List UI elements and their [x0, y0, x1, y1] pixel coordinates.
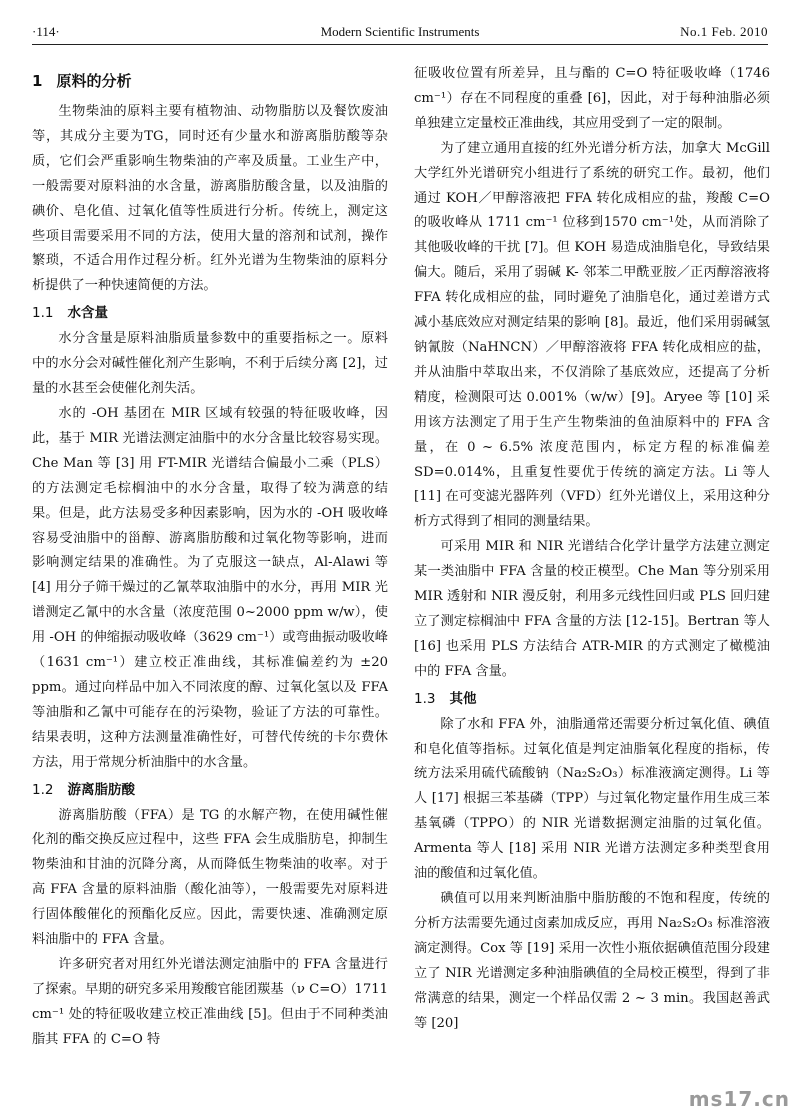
paragraph: 生物柴油的原料主要有植物油、动物脂肪以及餐饮废油等，其成分主要为TG，同时还有少量水和游离脂肪酸等杂质，它们会严重影响生物柴油的产率及质量。工业生产中，一般需要对原料油的水含量，游离脂肪酸含量，以及油脂的碘价、皂化值、过氧化值等性质进行分析。传统上，测定这些项目需要采用不同的方法，使用大量的溶剂和试剂，操作繁琐，不适合用作过程分析。红外光谱为生物柴油的原料分析提供了一种快速简便的方法。	[32, 104, 388, 294]
left-column	[32, 62, 388, 1053]
page-number: ·114·	[32, 24, 60, 39]
paragraph: 许多研究者对用红外光谱法测定油脂中的 FFA 含量进行了探索。早期的研究多采用羧酸官能团羰基（ν C=O）1711 cm⁻¹ 处的特征吸收建立校正准曲线 [5]。但由于不同种类油脂其 FFA 的 C=O 特	[32, 957, 388, 1047]
subsection-title: 其他	[449, 690, 477, 707]
subsection-heading	[32, 299, 388, 327]
section-heading	[32, 62, 388, 100]
paragraph: 可采用 MIR 和 NIR 光谱结合化学计量学方法建立测定某一类油脂中 FFA 含量的校正模型。Che Man 等分别采用 MIR 透射和 NIR 漫反射，利用多元线性回归或 PLS 回归建立了测定棕榈油中 FFA 含量的方法 [12-15]。Bertran 等人 [16] 也采用 PLS 方法结合 ATR-MIR 的方式测定了橄榄油中的 FFA 含量。	[414, 539, 770, 679]
subsection-heading	[414, 685, 770, 713]
paragraph: 为了建立通用直接的红外光谱分析方法，加拿大 McGill 大学红外光谱研究小组进行了系统的研究工作。最初，他们通过 KOH／甲醇溶液把 FFA 转化成相应的盐，羧酸 C=O 的吸收峰从 1711 cm⁻¹ 位移到1570 cm⁻¹处，从而消除了其他吸收峰的干扰 [7]。但 KOH 易造成油脂皂化，导致结果偏大。随后，采用了弱碱 K- 邻苯二甲酰亚胺／正丙醇溶液将 FFA 转化成相应的盐，同时避免了油脂皂化，通过差谱方式减小基底效应对测定结果的影响 [8]。最近，他们采用弱碱氢钠氰胺（NaHNCN）／甲醇溶液将 FFA 转化成相应的盐，并从油脂中萃取出来，不仅消除了基底效应，还提高了分析精度，检测限可达 0.001%（w/w）[9]。Aryee 等 [10] 采用该方法测定了用于生产生物柴油的鱼油原料中的 FFA 含量，在 0 ~ 6.5% 浓度范围内，标定方程的标准偏差 SD=0.014%，且重复性要优于传统的滴定方法。Li 等人 [11] 在可变滤光器阵列（VFD）红外光谱仪上，采用这种分析方式得到了相同的测量结果。	[414, 140, 770, 530]
paragraph: 除了水和 FFA 外，油脂通常还需要分析过氧化值、碘值和皂化值等指标。过氧化值是判定油脂氧化程度的指标，传统方法采用硫代硫酸钠（Na₂S₂O₃）标准液滴定测得。Li 等人 [17] 根据三苯基磷（TPP）与过氧化物定量作用生成三苯基氧磷（TPPO）的 NIR 光谱数据测定油脂的过氧化值。Armenta 等人 [18] 采用 NIR 光谱方法测定多种类型食用油的酸值和过氧化值。	[414, 716, 770, 882]
watermark: ms17.cn	[688, 1087, 790, 1111]
paragraph: 游离脂肪酸（FFA）是 TG 的水解产物，在使用碱性催化剂的酯交换反应过程中，这些 FFA 会生成脂肪皂，抑制生物柴油和甘油的沉降分离，从而降低生物柴油的收率。对于高 FFA 含量的原料油脂（酸化油等），一般需要先对原料进行固体酸催化的预酯化反应。因此，需要快速、准确测定原料油脂中的 FFA 含量。	[32, 807, 388, 948]
subsection-title: 水含量	[67, 305, 108, 322]
paragraph: 水分含量是原料油脂质量参数中的重要指标之一。原料中的水分会对碱性催化剂产生影响，不利于后续分离 [2]，过量的水甚至会使催化剂失活。	[32, 331, 388, 397]
subsection-number: 1.2	[32, 781, 54, 798]
journal-title: Modern Scientific Instruments	[320, 24, 480, 39]
issue-info: No.1 Feb. 2010	[680, 24, 768, 39]
paragraph: 征吸收位置有所差异，且与酯的 C=O 特征吸收峰（1746 cm⁻¹）存在不同程度的重叠 [6]，因此，对于每种油脂必须单独建立定量校正准曲线，其应用受到了一定的限制。	[414, 66, 770, 131]
section-title: 原料的分析	[56, 72, 132, 90]
subsection-title: 游离脂肪酸	[67, 781, 135, 798]
paragraph: 碘值可以用来判断油脂中脂肪酸的不饱和程度，传统的分析方法需要先通过卤素加成反应，再用 Na₂S₂O₃ 标准溶液滴定测得。Cox 等 [19] 采用一次性小瓶依据碘值范围分段建立了 NIR 光谱测定多种油脂碘值的全局校正模型，得到了非常满意的结果，测定一个样品仅需 2 ~ 3 min。我国赵善武等 [20]	[414, 891, 770, 1031]
subsection-number: 1.1	[32, 305, 54, 322]
paragraph: 水的 -OH 基团在 MIR 区域有较强的特征吸收峰，因此，基于 MIR 光谱法测定油脂中的水分含量比较容易实现。Che Man 等 [3] 用 FT-MIR 光谱结合偏最小二乘（PLS）的方法测定毛棕榈油中的水分含量，取得了较为满意的结果。但是，此方法易受多种因素影响，因为水的 -OH 吸收峰容易受油脂中的甾醇、游离脂肪酸和过氧化物等影响，进而影响测定结果的准确性。为了克服这一缺点，Al-Alawi 等 [4] 用分子筛干燥过的乙氰萃取油脂中的水分，再用 MIR 光谱测定乙氰中的水含量（浓度范围 0~2000 ppm w/w），使用 -OH 的伸缩振动吸收峰（3629 cm⁻¹）或弯曲振动吸收峰（1631 cm⁻¹）建立校正准曲线，其标准偏差约为 ±20 ppm。通过向样品中加入不同浓度的醇、过氧化氢以及 FFA 等油脂和乙氰中可能存在的污染物，验证了方法的可靠性。结果表明，这种方法测量准确性好，可替代传统的卡尔费休方法，用于常规分析油脂中的水含量。	[32, 405, 388, 770]
right-column	[414, 62, 770, 1036]
header-rule	[32, 44, 768, 45]
section-number: 1	[32, 72, 43, 90]
subsection-number: 1.3	[414, 690, 436, 707]
page-header	[32, 20, 768, 44]
subsection-heading	[32, 776, 388, 804]
